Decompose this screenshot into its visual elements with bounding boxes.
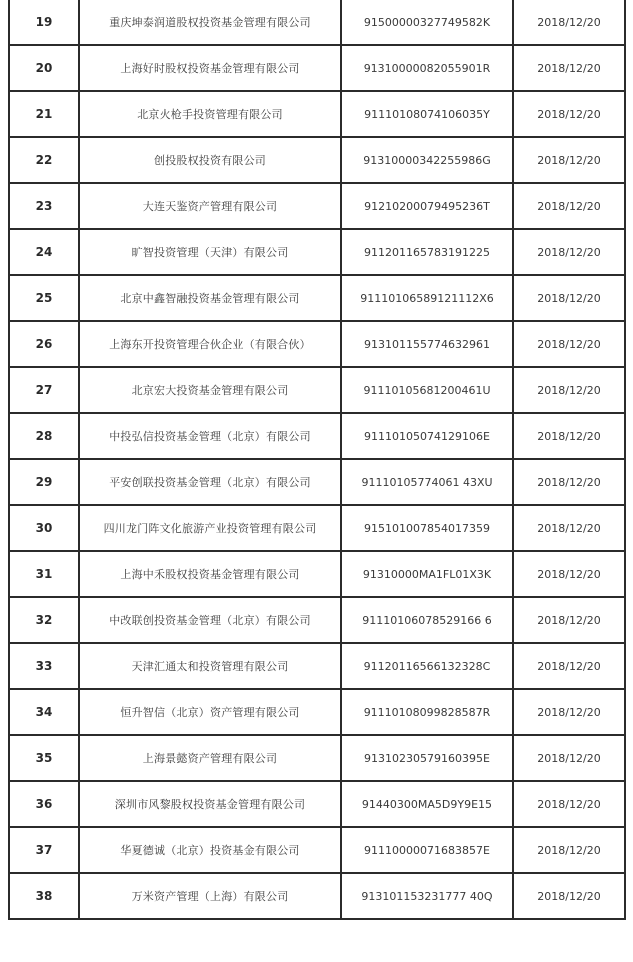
table-row bbox=[9, 505, 625, 551]
row-number: 26 bbox=[9, 321, 79, 367]
row-number: 37 bbox=[9, 827, 79, 873]
company-name: 平安创联投资基金管理（北京）有限公司 bbox=[79, 459, 341, 505]
record-date: 2018/12/20 bbox=[513, 643, 625, 689]
table-row bbox=[9, 137, 625, 183]
table-row bbox=[9, 597, 625, 643]
row-number: 32 bbox=[9, 597, 79, 643]
record-date: 2018/12/20 bbox=[513, 689, 625, 735]
record-date: 2018/12/20 bbox=[513, 735, 625, 781]
table-row bbox=[9, 873, 625, 919]
company-name: 上海好时股权投资基金管理有限公司 bbox=[79, 45, 341, 91]
record-date: 2018/12/20 bbox=[513, 781, 625, 827]
table-row bbox=[9, 367, 625, 413]
table-row bbox=[9, 0, 625, 45]
record-date: 2018/12/20 bbox=[513, 91, 625, 137]
credit-code: 91440300MA5D9Y9E15 bbox=[341, 781, 513, 827]
record-date: 2018/12/20 bbox=[513, 873, 625, 919]
row-number: 20 bbox=[9, 45, 79, 91]
credit-code: 91120116566132328C bbox=[341, 643, 513, 689]
credit-code: 913101153231777 40Q bbox=[341, 873, 513, 919]
table-row bbox=[9, 689, 625, 735]
company-name: 万米资产管理（上海）有限公司 bbox=[79, 873, 341, 919]
record-date: 2018/12/20 bbox=[513, 0, 625, 45]
company-name: 深圳市风黎股权投资基金管理有限公司 bbox=[79, 781, 341, 827]
record-date: 2018/12/20 bbox=[513, 551, 625, 597]
company-name: 北京宏大投资基金管理有限公司 bbox=[79, 367, 341, 413]
record-date: 2018/12/20 bbox=[513, 827, 625, 873]
company-name: 旷智投资管理（天津）有限公司 bbox=[79, 229, 341, 275]
credit-code: 91110108074106035Y bbox=[341, 91, 513, 137]
company-name: 中投弘信投资基金管理（北京）有限公司 bbox=[79, 413, 341, 459]
credit-code: 91110105774061 43XU bbox=[341, 459, 513, 505]
record-date: 2018/12/20 bbox=[513, 45, 625, 91]
row-number: 27 bbox=[9, 367, 79, 413]
table-row bbox=[9, 735, 625, 781]
company-name: 上海中禾股权投资基金管理有限公司 bbox=[79, 551, 341, 597]
credit-code: 91310000MA1FL01X3K bbox=[341, 551, 513, 597]
record-date: 2018/12/20 bbox=[513, 229, 625, 275]
credit-code: 91210200079495236T bbox=[341, 183, 513, 229]
row-number: 21 bbox=[9, 91, 79, 137]
credit-code: 91310000342255986G bbox=[341, 137, 513, 183]
company-name: 重庆坤泰润道股权投资基金管理有限公司 bbox=[79, 0, 341, 45]
row-number: 25 bbox=[9, 275, 79, 321]
credit-code: 91310230579160395E bbox=[341, 735, 513, 781]
credit-code: 91310000082055901R bbox=[341, 45, 513, 91]
table-row bbox=[9, 643, 625, 689]
record-date: 2018/12/20 bbox=[513, 459, 625, 505]
table-row bbox=[9, 827, 625, 873]
company-name: 大连天鉴资产管理有限公司 bbox=[79, 183, 341, 229]
credit-code: 91110105681200461U bbox=[341, 367, 513, 413]
table-row bbox=[9, 45, 625, 91]
company-name: 恒升智信（北京）资产管理有限公司 bbox=[79, 689, 341, 735]
company-name: 创投股权投资有限公司 bbox=[79, 137, 341, 183]
credit-code: 91110106589121112X6 bbox=[341, 275, 513, 321]
credit-code: 91110106078529166 6 bbox=[341, 597, 513, 643]
row-number: 34 bbox=[9, 689, 79, 735]
row-number: 29 bbox=[9, 459, 79, 505]
row-number: 28 bbox=[9, 413, 79, 459]
credit-code: 91500000327749582K bbox=[341, 0, 513, 45]
table-row bbox=[9, 413, 625, 459]
company-name: 华夏德诚（北京）投资基金有限公司 bbox=[79, 827, 341, 873]
company-name: 上海东开投资管理合伙企业（有限合伙） bbox=[79, 321, 341, 367]
record-date: 2018/12/20 bbox=[513, 413, 625, 459]
row-number: 24 bbox=[9, 229, 79, 275]
table-row bbox=[9, 321, 625, 367]
row-number: 38 bbox=[9, 873, 79, 919]
table-body bbox=[9, 0, 625, 919]
row-number: 33 bbox=[9, 643, 79, 689]
record-date: 2018/12/20 bbox=[513, 367, 625, 413]
row-number: 36 bbox=[9, 781, 79, 827]
table-row bbox=[9, 551, 625, 597]
table-row bbox=[9, 91, 625, 137]
table-row bbox=[9, 183, 625, 229]
table-row bbox=[9, 459, 625, 505]
row-number: 23 bbox=[9, 183, 79, 229]
row-number: 31 bbox=[9, 551, 79, 597]
fund-manager-table bbox=[8, 0, 626, 920]
record-date: 2018/12/20 bbox=[513, 505, 625, 551]
credit-code: 91110000071683857E bbox=[341, 827, 513, 873]
company-name: 四川龙门阵文化旅游产业投资管理有限公司 bbox=[79, 505, 341, 551]
record-date: 2018/12/20 bbox=[513, 597, 625, 643]
company-name: 北京中鑫智融投资基金管理有限公司 bbox=[79, 275, 341, 321]
company-name: 北京火枪手投资管理有限公司 bbox=[79, 91, 341, 137]
record-date: 2018/12/20 bbox=[513, 183, 625, 229]
row-number: 19 bbox=[9, 0, 79, 45]
company-name: 天津汇通太和投资管理有限公司 bbox=[79, 643, 341, 689]
record-date: 2018/12/20 bbox=[513, 321, 625, 367]
credit-code: 911201165783191225 bbox=[341, 229, 513, 275]
row-number: 30 bbox=[9, 505, 79, 551]
credit-code: 915101007854017359 bbox=[341, 505, 513, 551]
credit-code: 91110105074129106E bbox=[341, 413, 513, 459]
company-name: 中改联创投资基金管理（北京）有限公司 bbox=[79, 597, 341, 643]
record-date: 2018/12/20 bbox=[513, 275, 625, 321]
record-date: 2018/12/20 bbox=[513, 137, 625, 183]
table-row bbox=[9, 229, 625, 275]
row-number: 35 bbox=[9, 735, 79, 781]
table-row bbox=[9, 781, 625, 827]
company-name: 上海景懿资产管理有限公司 bbox=[79, 735, 341, 781]
fund-manager-table-container bbox=[8, 0, 624, 920]
table-row bbox=[9, 275, 625, 321]
credit-code: 91110108099828587R bbox=[341, 689, 513, 735]
row-number: 22 bbox=[9, 137, 79, 183]
credit-code: 913101155774632961 bbox=[341, 321, 513, 367]
